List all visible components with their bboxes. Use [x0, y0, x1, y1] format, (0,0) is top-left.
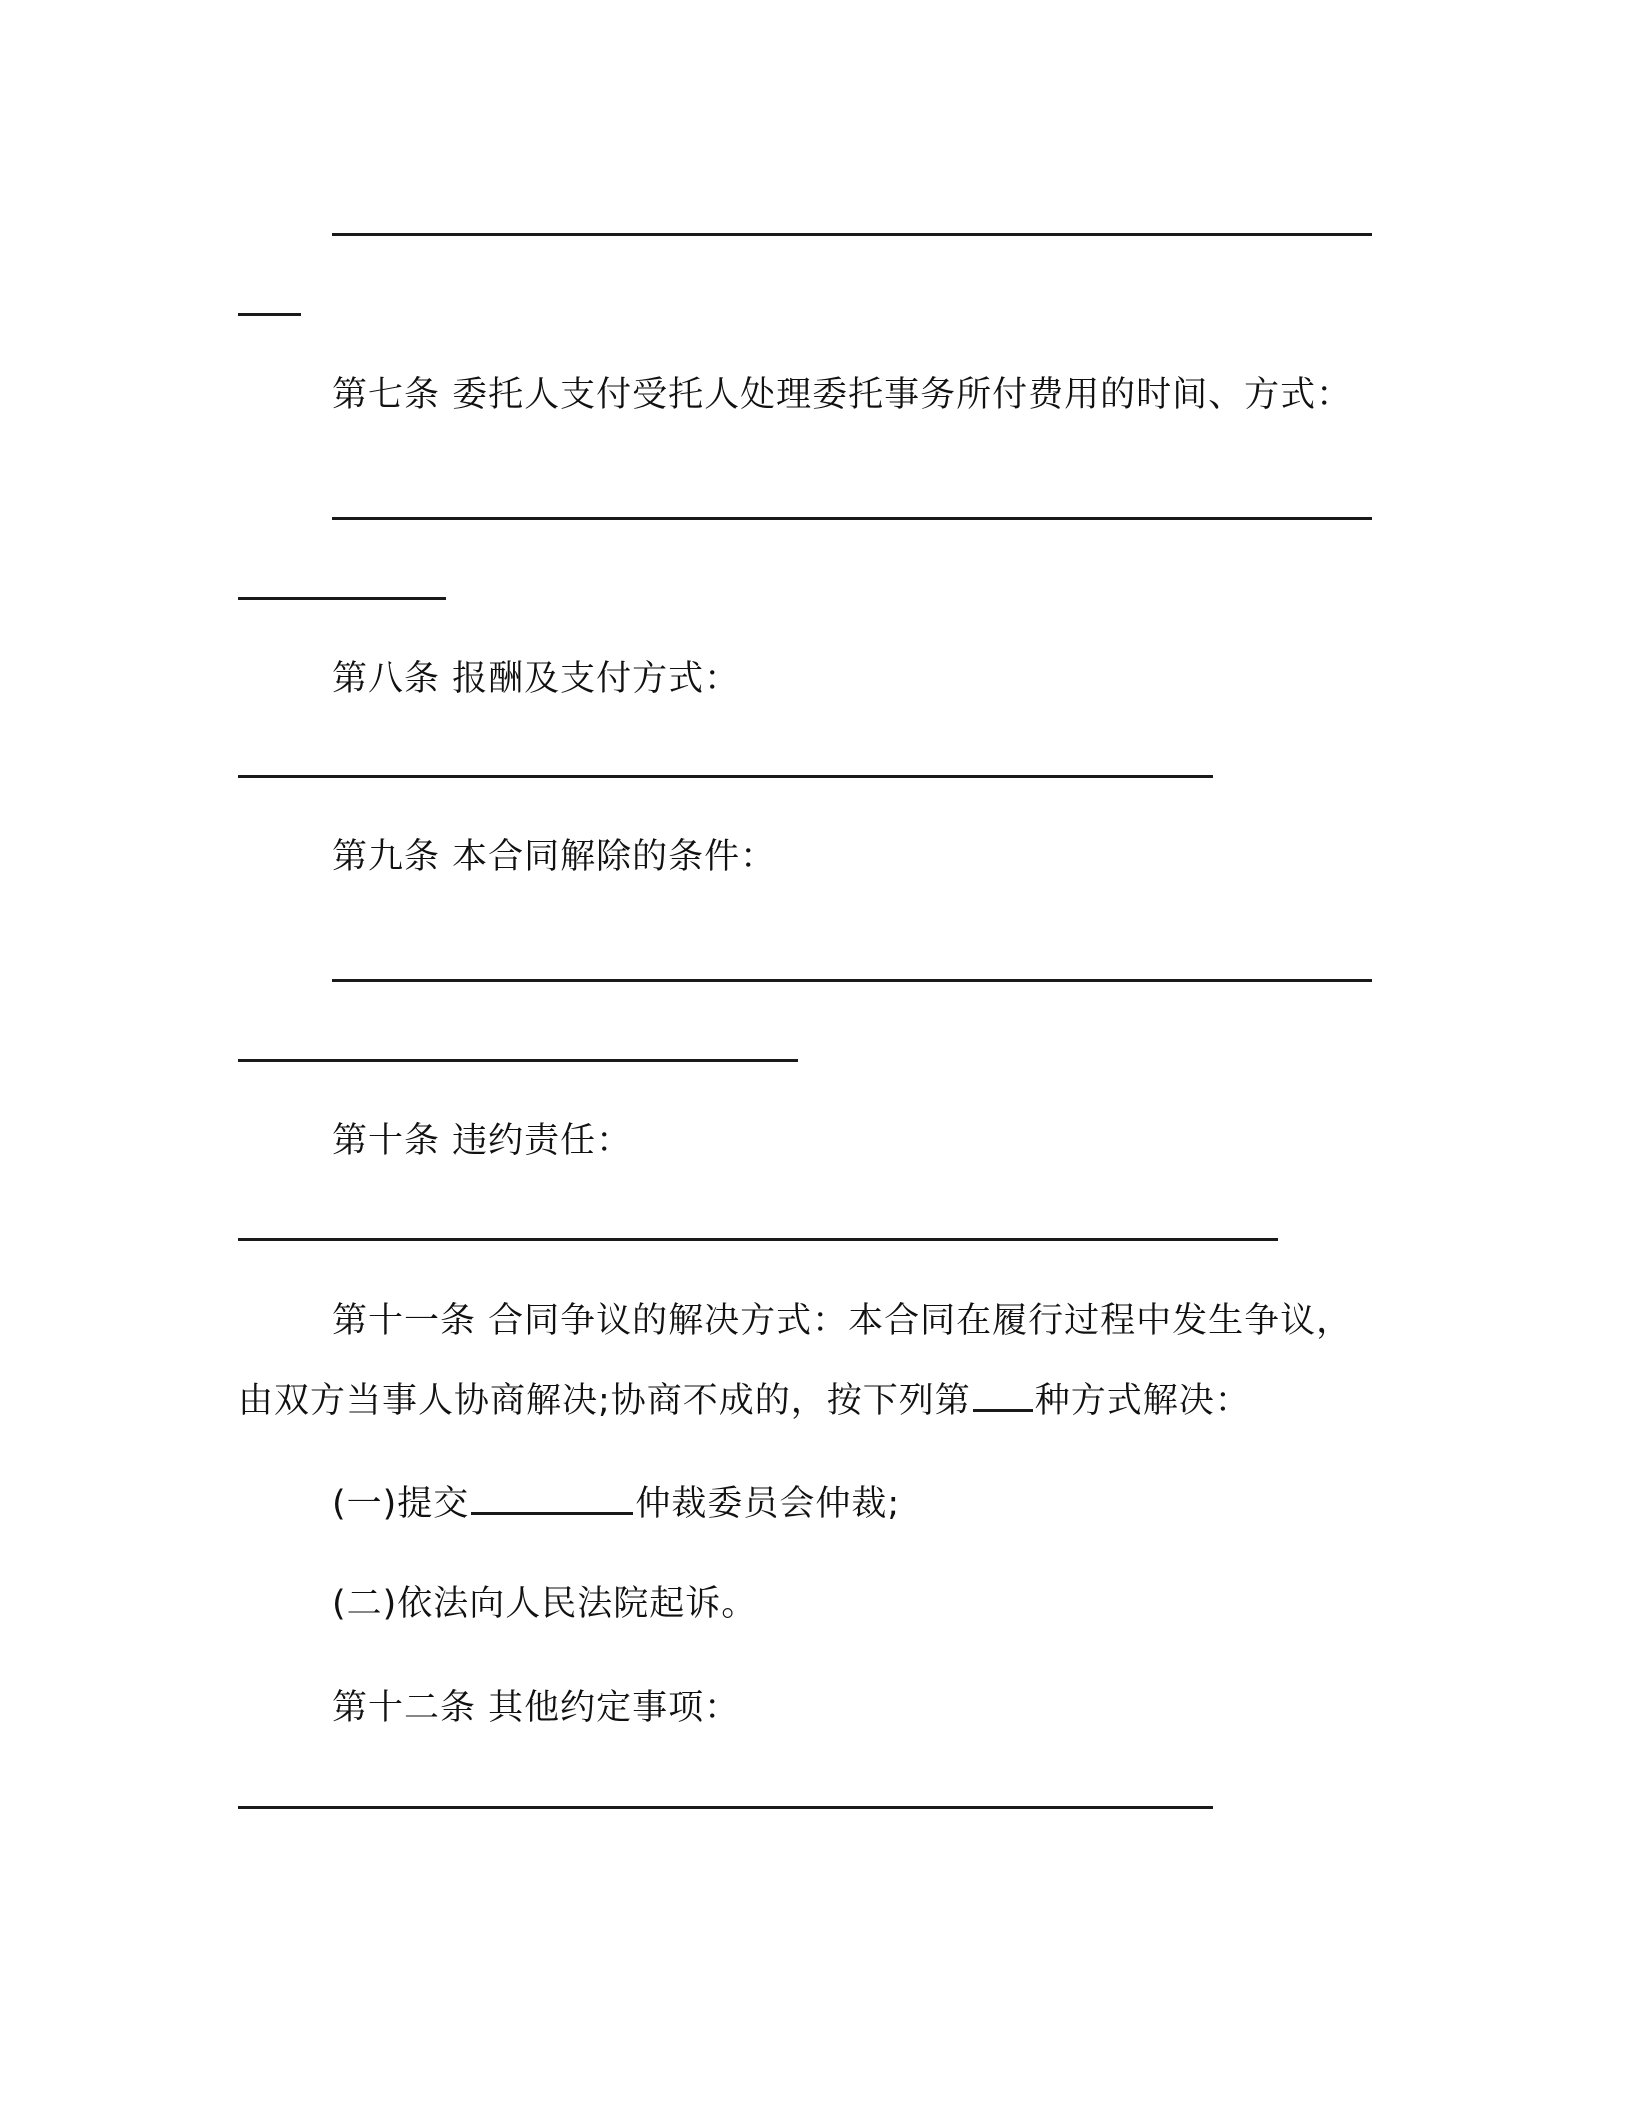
article-10: 第十条 违约责任： — [332, 1121, 633, 1161]
article-8: 第八条 报酬及支付方式： — [332, 659, 741, 699]
fill-line — [238, 1059, 798, 1062]
option-2: (二)依法向人民法院起诉。 — [332, 1584, 758, 1624]
article-11-line-2-start: 由双方当事人协商解决;协商不成的，按下列第 — [238, 1381, 971, 1421]
article-11-line-1: 第十一条 合同争议的解决方式：本合同在履行过程中发生争议， — [332, 1301, 1353, 1341]
fill-line — [332, 233, 1372, 236]
article-12: 第十二条 其他约定事项： — [332, 1688, 741, 1728]
article-7: 第七条 委托人支付受托人处理委托事务所付费用的时间、方式： — [332, 375, 1353, 415]
fill-line — [238, 597, 446, 600]
fill-line — [332, 517, 1372, 520]
fill-line — [238, 1806, 1213, 1809]
option-1 — [332, 1478, 900, 1526]
option-1-start: (一)提交 — [332, 1484, 470, 1524]
fill-line — [332, 979, 1372, 982]
fill-line — [238, 775, 1213, 778]
fill-line — [238, 313, 301, 316]
article-11-line-2 — [238, 1375, 1251, 1423]
option-1-end: 仲裁委员会仲裁; — [635, 1484, 901, 1524]
article-9: 第九条 本合同解除的条件： — [332, 837, 777, 877]
choice-blank — [973, 1375, 1033, 1412]
article-11-line-2-end: 种方式解决： — [1034, 1381, 1251, 1421]
arbitration-blank — [471, 1478, 633, 1515]
fill-line — [238, 1238, 1278, 1241]
